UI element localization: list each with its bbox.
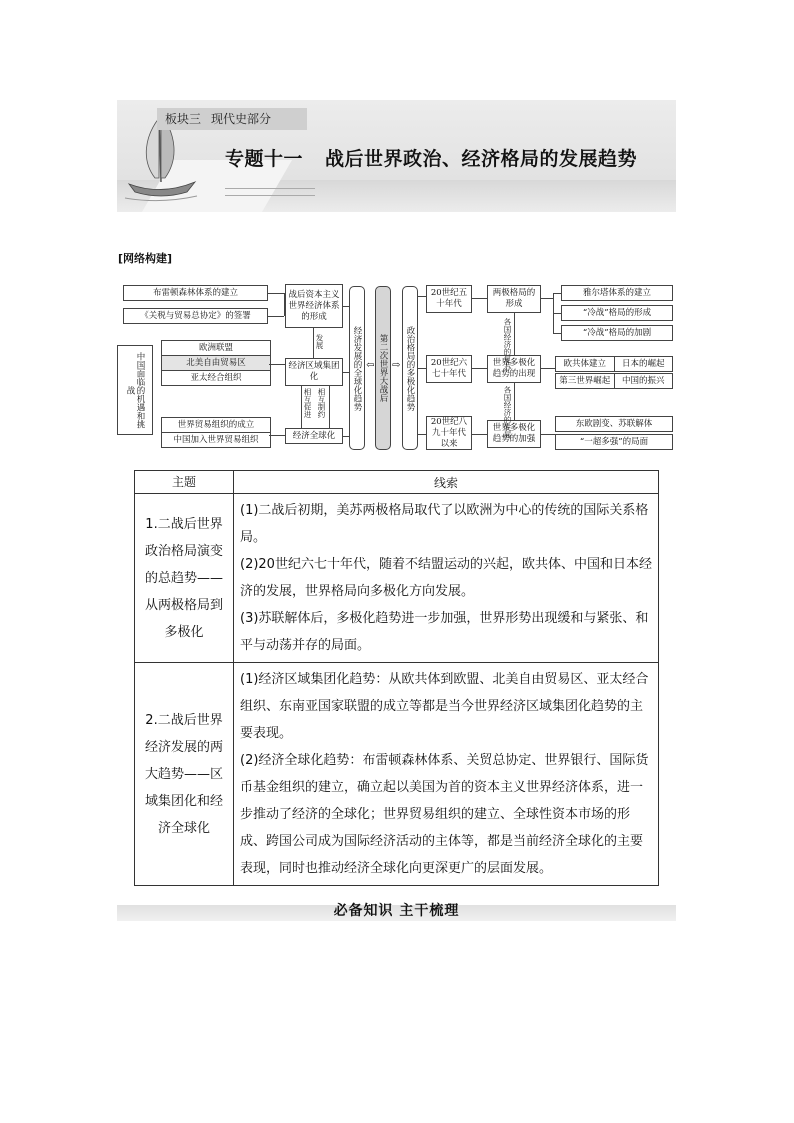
section-tag <box>157 108 307 130</box>
theme-cell: 1.二战后世界政治格局演变的总趋势——从两极格局到多极化 <box>135 494 234 663</box>
clue-text: (1)经济区域集团化趋势：从欧共体到欧盟、北美自由贸易区、亚太经合组织、东南亚国家联盟的成立等都是当今世界经济区域集团化趋势的主要表现。 <box>240 672 649 741</box>
connector <box>329 386 330 428</box>
connector <box>472 368 487 369</box>
rise-row <box>555 373 673 389</box>
connector <box>553 313 561 314</box>
cold-war-box: 雅尔塔体系的建立 <box>561 285 673 301</box>
develop-label: 发展 <box>315 334 324 349</box>
connector <box>472 298 487 299</box>
regional-box: 经济区域集团化 <box>285 358 343 386</box>
globalization-box: 经济全球化 <box>285 428 343 444</box>
connector <box>269 435 285 436</box>
connector <box>269 364 285 365</box>
arrow-left-icon: ⇦ <box>366 360 375 371</box>
clue-cell <box>234 663 659 886</box>
clue-text: (2)20世纪六七十年代，随着不结盟运动的兴起，欧共体、中国和日本经济的发展，世界格局向多极化方向发展。 <box>240 557 652 599</box>
column-header: 线索 <box>234 471 659 494</box>
clue-text: (1)二战后初期，美苏两极格局取代了以欧洲为中心的传统的国际关系格局。 <box>240 503 649 545</box>
link-label: 各国经济的复苏 <box>503 318 512 371</box>
mutual-restrict-label: 相互制约 <box>317 388 326 418</box>
regional-org: 欧洲联盟 <box>162 341 270 356</box>
economic-trend-box: 经济发展的全球化趋势 <box>349 286 365 450</box>
table-row <box>135 494 659 663</box>
section-heading: 必备知识 主干梳理 <box>333 903 460 919</box>
clue-text: (3)苏联解体后，多极化趋势进一步加强，世界形势出现缓和与紧张、和平与动荡并存的局面。 <box>240 611 649 653</box>
table-header-row <box>135 471 659 494</box>
final-box: 东欧剧变、苏联解体 <box>555 416 673 432</box>
rise-row <box>555 356 673 372</box>
era-box: 20世纪八九十年代以来 <box>426 416 472 450</box>
rise-item: 日本的崛起 <box>621 359 665 369</box>
connector <box>553 293 561 294</box>
topic-number: 专题十一 <box>225 148 304 170</box>
political-trend-box: 政治格局的多极化趋势 <box>402 286 418 450</box>
connector <box>514 313 515 355</box>
regional-org: 北美自由贸易区 <box>162 356 270 371</box>
clue-cell <box>234 494 659 663</box>
connector <box>418 296 426 297</box>
header-banner <box>117 100 676 212</box>
clue-text: (2)经济全球化趋势：布雷顿森林体系、关贸总协定、世界银行、国际货币基金组织的建立，确立起以美国为首的资本主义世界经济体系，进一步推动了经济的全球化；世界贸易组织的建立、全球性资本市场的形成、跨国公司成为国际经济活动的主体等，都是当前经济全球化的主要表现，同时也推动经济全球化向更深更广的层面发展。 <box>240 753 649 876</box>
connector <box>541 368 555 369</box>
wto-list <box>161 417 271 448</box>
page-title <box>225 144 637 171</box>
network-label: [网络构建] <box>118 252 173 265</box>
arrow-right-icon: ⇨ <box>392 360 401 371</box>
regional-org: 亚太经合组织 <box>162 371 270 385</box>
connector <box>541 434 555 435</box>
cold-war-box: “冷战”格局的加剧 <box>561 325 673 341</box>
title-decoration <box>225 188 315 196</box>
link-label: 各国经济的发展 <box>503 386 512 439</box>
knowledge-diagram <box>117 280 676 452</box>
regional-orgs-list <box>161 340 271 386</box>
theme-cell: 2.二战后世界经济发展的两大趋势——区域集团化和经济全球化 <box>135 663 234 886</box>
challenges-box: 中国面临的机遇和挑战 <box>117 345 153 435</box>
connector <box>268 293 284 294</box>
gatt-box: 《关税与贸易总协定》的签署 <box>123 308 268 324</box>
political-stage-box: 世界多极化趋势的出现 <box>487 355 541 383</box>
political-stage-box: 两极格局的形成 <box>487 285 541 313</box>
section-name: 现代史部分 <box>211 112 272 126</box>
era-box: 20世纪六七十年代 <box>426 355 472 383</box>
mutual-promote-label: 相互促进 <box>303 388 312 418</box>
connector <box>418 434 426 435</box>
wto-item: 中国加入世界贸易组织 <box>162 433 270 447</box>
connector <box>313 328 314 358</box>
final-box: “一超多强”的局面 <box>555 434 673 450</box>
summary-table <box>134 470 659 886</box>
cold-war-box: “冷战”格局的形成 <box>561 305 673 321</box>
connector <box>268 316 284 317</box>
connector <box>553 333 561 334</box>
connector <box>472 434 487 435</box>
era-box: 20世纪五十年代 <box>426 285 472 313</box>
rise-item: 第三世界崛起 <box>556 374 615 388</box>
column-header: 主题 <box>135 471 234 494</box>
postwar-box: 第二次世界大战后 <box>375 286 391 450</box>
topic-title: 战后世界政治、经济格局的发展趋势 <box>325 148 638 170</box>
capitalist-system-box: 战后资本主义世界经济体系的形成 <box>285 284 343 328</box>
bretton-woods-box: 布雷顿森林体系的建立 <box>123 285 268 301</box>
wto-item: 世界贸易组织的成立 <box>162 418 270 433</box>
section-number: 板块三 <box>165 112 202 126</box>
connector <box>514 383 515 420</box>
connector <box>301 386 302 428</box>
rise-item: 欧共体建立 <box>556 357 615 371</box>
rise-item: 中国的振兴 <box>621 376 665 386</box>
connector <box>541 298 553 299</box>
table-row <box>135 663 659 886</box>
connector <box>418 368 426 369</box>
political-stage-box: 世界多极化趋势的加强 <box>487 420 541 448</box>
